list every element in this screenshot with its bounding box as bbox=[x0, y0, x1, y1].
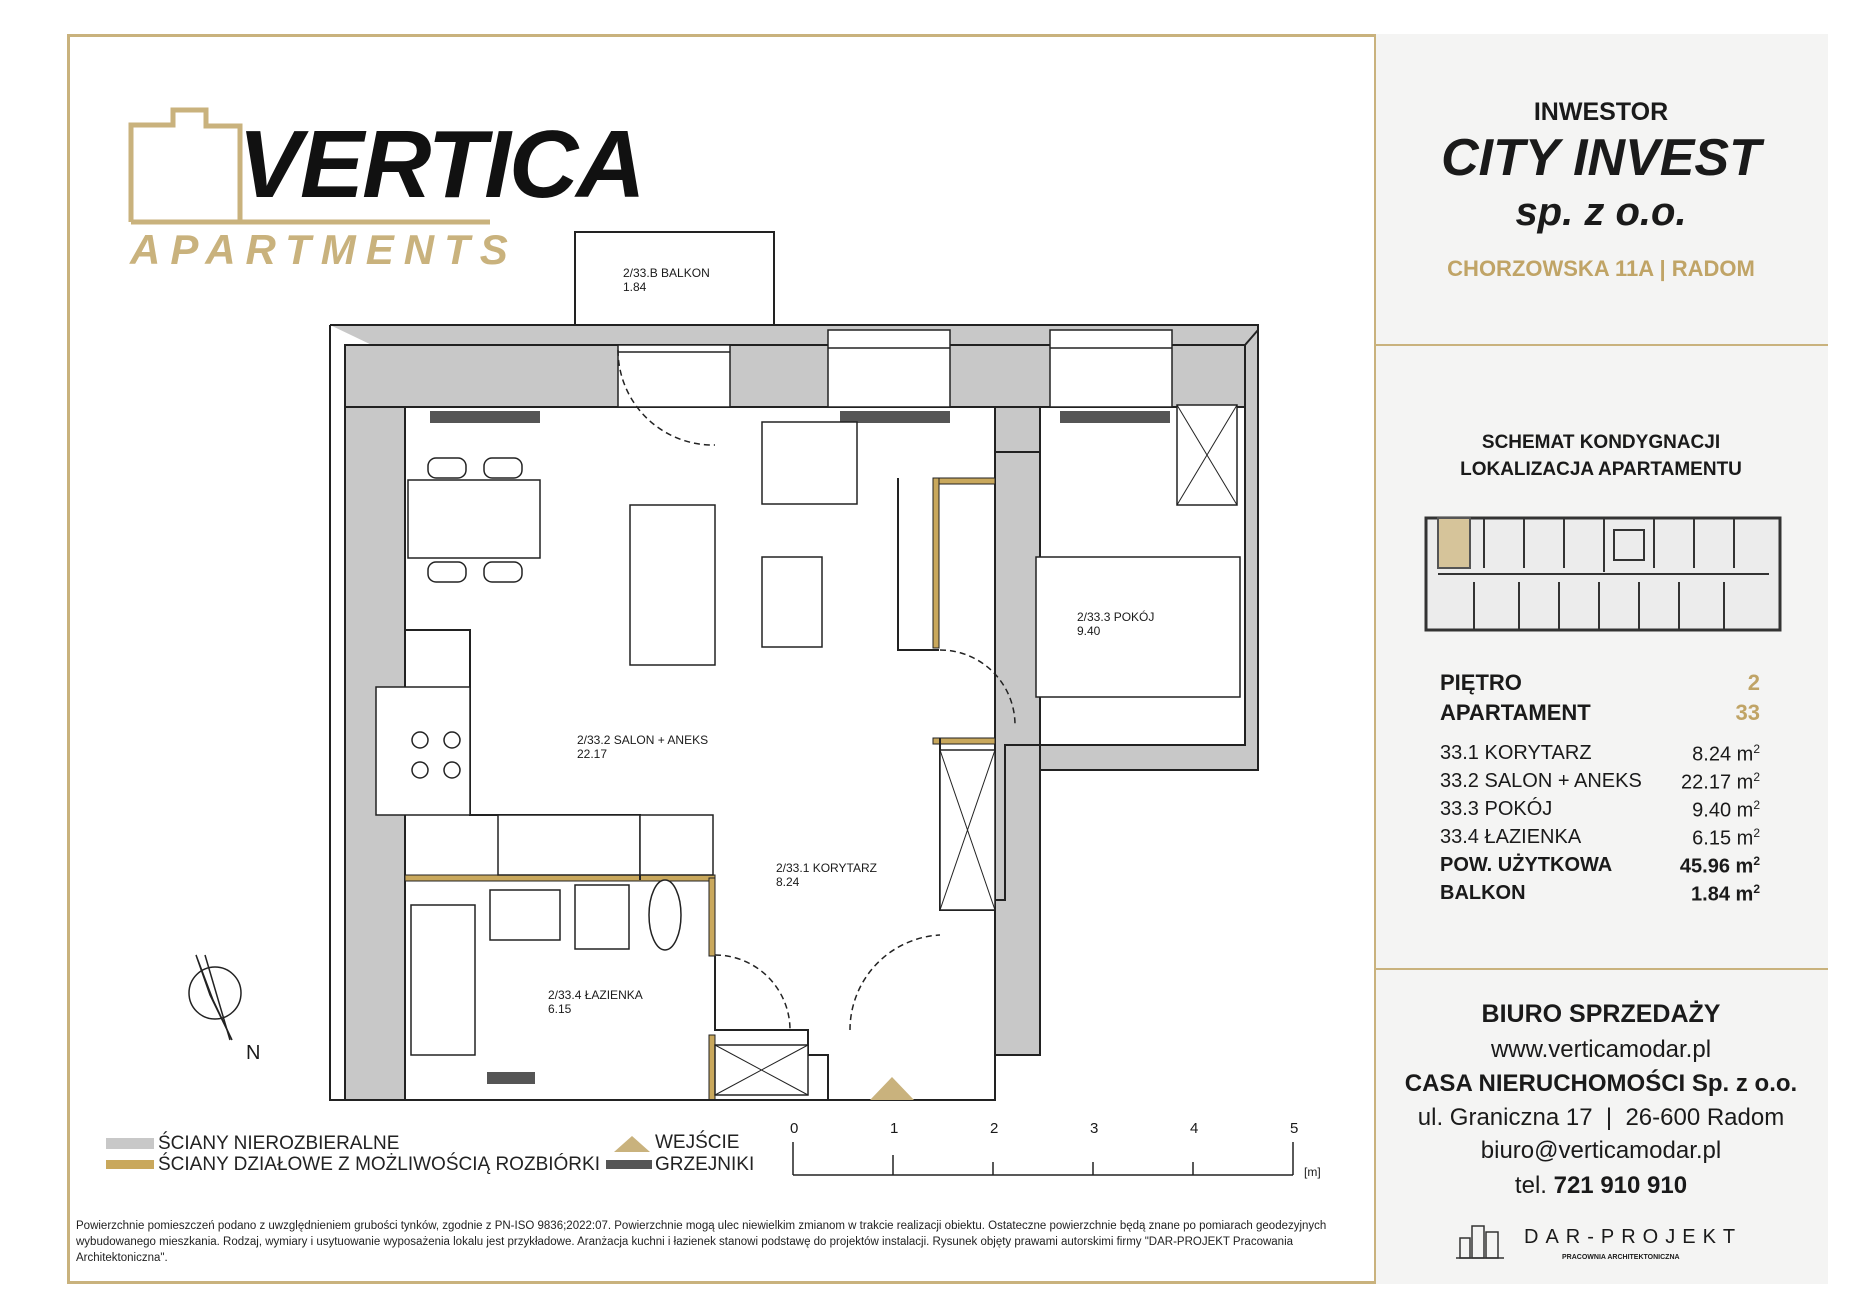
phone-label: tel. bbox=[1514, 1172, 1547, 1199]
room-area: 22.17 $m^2$ bbox=[1681, 770, 1760, 794]
logo-word-apartments: APARTMENTS bbox=[130, 226, 518, 273]
apartment-value: 33 bbox=[1735, 700, 1760, 725]
room-name: 33.1 KORYTARZ bbox=[1440, 742, 1592, 764]
apartment-label: APARTAMENT bbox=[1440, 700, 1591, 725]
legend-entrance: WEJŚCIE bbox=[655, 1132, 740, 1153]
room-area: 9.40 $m^2$ bbox=[1692, 798, 1760, 822]
compass-icon bbox=[189, 955, 241, 1040]
room-label-corridor: 2/33.1 KORYTARZ 8.24 bbox=[776, 861, 877, 889]
legend-structural-walls: ŚCIANY NIEROZBIERALNE bbox=[158, 1133, 400, 1154]
room-label-living: 2/33.2 SALON + ANEKS 22.17 bbox=[577, 733, 709, 761]
legend-partition-walls: ŚCIANY DZIAŁOWE Z MOŻLIWOŚCIĄ ROZBIÓRKI bbox=[158, 1154, 600, 1175]
room-label-bedroom: 2/33.3 POKÓJ 9.40 bbox=[1077, 610, 1155, 638]
usable-area-value: 45.96 $m^2$ bbox=[1679, 854, 1760, 878]
logo-word-vertica: VERTICA bbox=[238, 111, 644, 218]
sales-title: BIURO SPRZEDAŻY bbox=[1481, 1000, 1721, 1028]
scale-tick: 0 bbox=[790, 1120, 799, 1137]
legend-radiators: GRZEJNIKI bbox=[655, 1154, 755, 1175]
scale-unit: [m] bbox=[1304, 1165, 1321, 1179]
compass-north-label: N bbox=[246, 1042, 261, 1064]
scale-tick: 1 bbox=[890, 1120, 899, 1137]
schema-subtitle: LOKALIZACJA APARTAMENTU bbox=[1460, 459, 1742, 480]
phone-number[interactable]: 721 910 910 bbox=[1553, 1172, 1688, 1199]
floor-label: PIĘTRO bbox=[1440, 670, 1522, 695]
schema-title: SCHEMAT KONDYGNACJI bbox=[1481, 432, 1721, 453]
scale-tick: 3 bbox=[1090, 1120, 1099, 1137]
room-label-balcony: 2/33.B BALKON 1.84 bbox=[623, 266, 710, 294]
architect-subtitle: PRACOWNIA ARCHITEKTONICZNA bbox=[1562, 1254, 1680, 1261]
usable-area-label: POW. UŻYTKOWA bbox=[1440, 854, 1613, 876]
investor-company-type: sp. z o.o. bbox=[1515, 190, 1687, 234]
sales-website-link[interactable]: www.verticamodar.pl bbox=[1490, 1036, 1712, 1063]
scale-tick: 5 bbox=[1290, 1120, 1299, 1137]
room-name: 33.4 ŁAZIENKA bbox=[1440, 826, 1582, 848]
balcony-label: BALKON bbox=[1440, 882, 1526, 904]
legend-entrance-icon bbox=[612, 1134, 652, 1154]
room-area: 6.15 $m^2$ bbox=[1692, 826, 1760, 850]
scale-tick: 4 bbox=[1190, 1120, 1199, 1137]
investor-label: INWESTOR bbox=[1533, 98, 1669, 126]
legend-swatch-partition bbox=[106, 1160, 154, 1169]
sales-email-link[interactable]: biuro@verticamodar.pl bbox=[1480, 1137, 1722, 1164]
floor-value: 2 bbox=[1747, 670, 1760, 695]
sales-address: ul. Graniczna 17 | 26-600 Radom bbox=[1417, 1104, 1785, 1131]
balcony-value: 1.84 $m^2$ bbox=[1691, 882, 1760, 906]
investor-name: CITY INVEST bbox=[1441, 129, 1761, 187]
room-area: 8.24 $m^2$ bbox=[1692, 742, 1760, 766]
scale-bar bbox=[780, 1118, 1320, 1184]
investor-address: CHORZOWSKA 11A | RADOM bbox=[1447, 256, 1755, 281]
sales-company: CASA NIERUCHOMOŚCI Sp. z o.o. bbox=[1404, 1070, 1798, 1097]
room-name: 33.3 POKÓJ bbox=[1440, 798, 1553, 820]
room-name: 33.2 SALON + ANEKS bbox=[1440, 770, 1642, 792]
legend-swatch-radiators bbox=[606, 1160, 652, 1169]
legend-swatch-structural bbox=[106, 1138, 154, 1149]
room-label-bathroom: 2/33.4 ŁAZIENKA 6.15 bbox=[548, 988, 643, 1016]
architect-name: DAR-PROJEKT bbox=[1524, 1226, 1743, 1248]
scale-tick: 2 bbox=[990, 1120, 999, 1137]
legal-footnote: Powierzchnie pomieszczeń podano z uwzględnieniem grubości tynków, zgodnie z PN-ISO 9836;2022:07. Powierzchnie mogą ulec niewielkim zmianom w trakcie realizacji obiektu. Ostateczne powierzchnie będą znane po pomiarach geodezyjnych wybudowanego mieszkania. Rodzaj, wymiary i usytuowanie wyposażenia lokalu jest przykładowe. Aranżacja kuchni i łazienek stanowi podstawę do projektów instalacji. Rysunek objęty prawami autorskimi firmy "DAR-PROJEKT Pracowania Architektoniczna". bbox=[76, 1220, 1327, 1264]
